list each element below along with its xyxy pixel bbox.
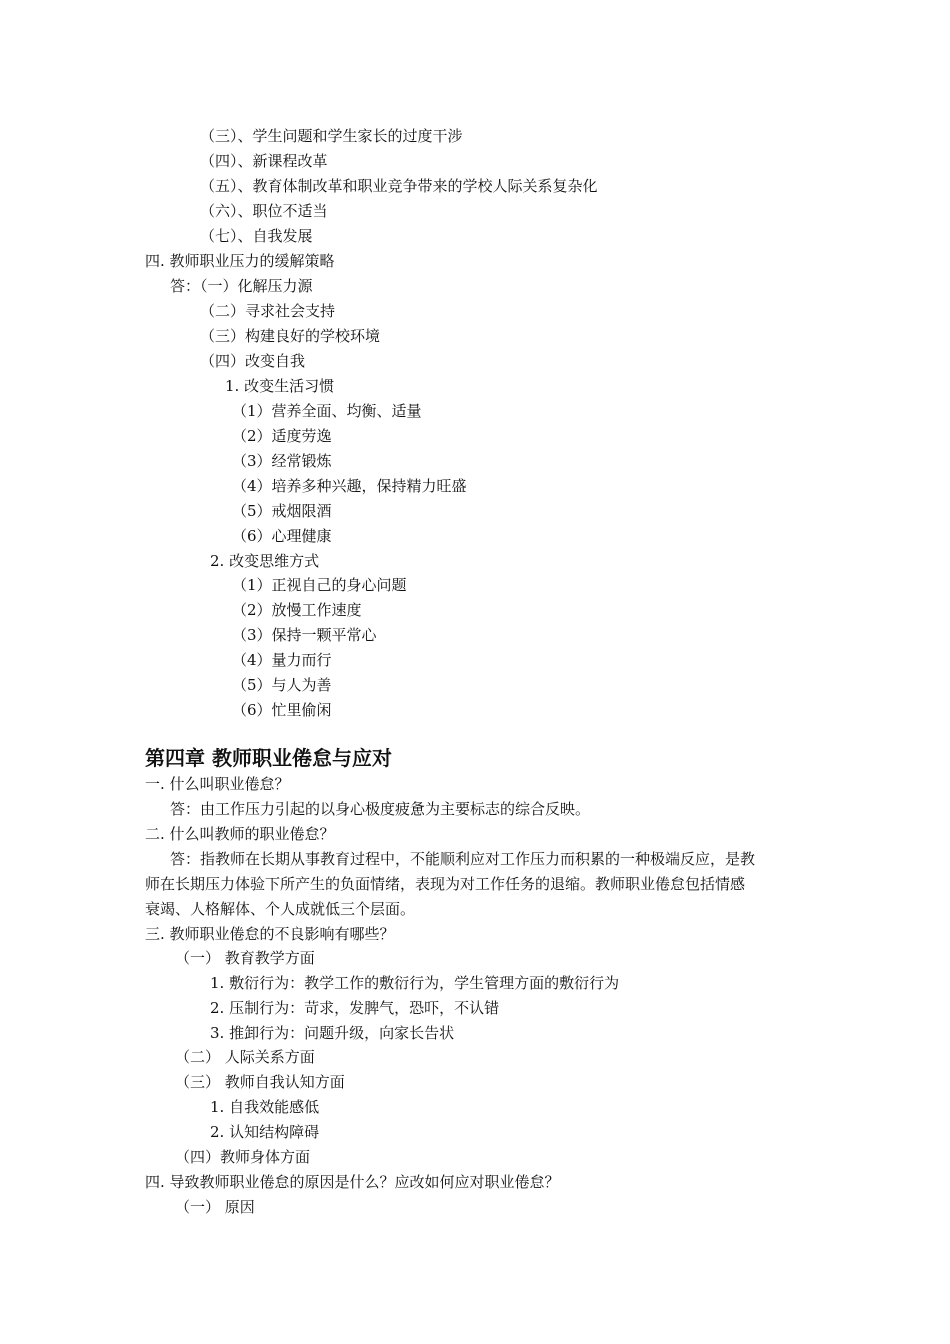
list-item: 2. 认知结构障碍 [210,1123,320,1141]
list-item: （4）量力而行 [232,651,332,669]
answer-line: 答：由工作压力引起的以身心极度疲惫为主要标志的综合反映。 [170,800,591,818]
list-item: （1）正视自己的身心问题 [232,576,407,594]
list-item: （四）改变自我 [200,352,306,370]
list-item: （四）、新课程改革 [200,152,328,170]
question-heading: 二. 什么叫教师的职业倦怠？ [145,825,335,843]
question-heading: 三. 教师职业倦怠的不良影响有哪些？ [145,925,395,943]
list-item: （5）戒烟限酒 [232,502,332,520]
list-item: （2）放慢工作速度 [232,601,362,619]
sub-heading: 2. 改变思维方式 [210,552,320,570]
answer-line: 衰竭、人格解体、个人成就低三个层面。 [145,900,416,918]
sub-heading: 1. 改变生活习惯 [225,377,335,395]
list-item: （一） 教育教学方面 [175,949,315,967]
list-item: （3）保持一颗平常心 [232,626,377,644]
list-item: （二） 人际关系方面 [175,1048,315,1066]
list-item: （5）与人为善 [232,676,332,694]
list-item: （二）寻求社会支持 [200,302,336,320]
question-heading: 四. 导致教师职业倦怠的原因是什么？应改如何应对职业倦怠？ [145,1173,560,1191]
list-item: 1. 自我效能感低 [210,1098,320,1116]
list-item: 3. 推卸行为：问题升级，向家长告状 [210,1024,455,1042]
answer-line: 答：（一）化解压力源 [170,277,313,295]
answer-line: 师在长期压力体验下所产生的负面情绪，表现为对工作任务的退缩。教师职业倦怠包括情感 [145,875,746,893]
list-item: （6）忙里偷闲 [232,701,332,719]
list-item: （3）经常锻炼 [232,452,332,470]
question-heading: 四. 教师职业压力的缓解策略 [145,252,335,270]
question-heading: 一. 什么叫职业倦怠？ [145,775,290,793]
list-item: （六）、职位不适当 [200,202,328,220]
list-item: （七）、自我发展 [200,227,313,245]
list-item: （一） 原因 [175,1198,255,1216]
list-item: （6）心理健康 [232,527,332,545]
answer-line: 答：指教师在长期从事教育过程中，不能顺利应对工作压力而积累的一种极端反应，是教 [170,850,756,868]
list-item: （四）教师身体方面 [175,1148,311,1166]
chapter-title: 第四章 教师职业倦怠与应对 [145,746,392,770]
list-item: （三）、学生问题和学生家长的过度干涉 [200,127,463,145]
list-item: （五）、教育体制改革和职业竞争带来的学校人际关系复杂化 [200,177,598,195]
list-item: （4）培养多种兴趣，保持精力旺盛 [232,477,467,495]
list-item: 2. 压制行为：苛求，发脾气，恐吓，不认错 [210,999,500,1017]
list-item: （1）营养全面、均衡、适量 [232,402,422,420]
list-item: （三） 教师自我认知方面 [175,1073,345,1091]
list-item: （三）构建良好的学校环境 [200,327,381,345]
list-item: （2）适度劳逸 [232,427,332,445]
list-item: 1. 敷衍行为：教学工作的敷衍行为，学生管理方面的敷衍行为 [210,974,620,992]
